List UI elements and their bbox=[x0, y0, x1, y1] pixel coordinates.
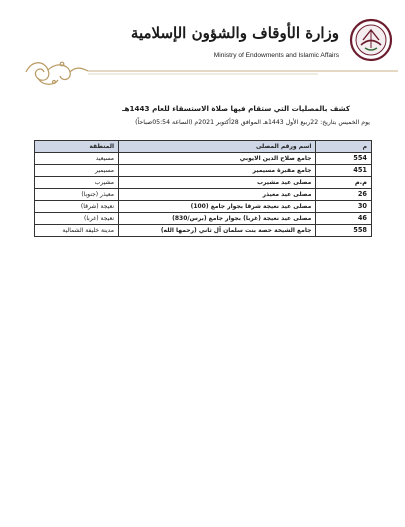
cell-name: مصلى عيد نعيجة (غربا) بجوار جامع (برس/830) bbox=[119, 213, 316, 225]
table-row bbox=[35, 165, 372, 177]
cell-name: مصلى عيد مشيرب bbox=[119, 177, 316, 189]
cell-name: مصلى عيد معيذر bbox=[119, 189, 316, 201]
cell-area: نعيجة (شرقا) bbox=[35, 201, 119, 213]
table-row bbox=[35, 213, 372, 225]
table-row bbox=[35, 189, 372, 201]
cell-area: مشيرب bbox=[35, 177, 119, 189]
document-subtitle: يوم الخميس بتاريخ: 22ربيع الأول 1443هـ الموافق 28أكتوبر 2021م (الساعة 05:54صباحاً) bbox=[135, 119, 370, 126]
column-header-name: اسم ورقم المصلى bbox=[119, 141, 316, 153]
table-header-row bbox=[35, 141, 372, 153]
ministry-name-arabic: وزارة الأوقاف والشؤون الإسلامية bbox=[130, 24, 339, 42]
arabesque-divider-icon bbox=[18, 58, 405, 88]
cell-number: 554 bbox=[316, 153, 372, 165]
qatar-emblem-icon bbox=[349, 18, 393, 62]
column-header-number: م bbox=[316, 141, 372, 153]
table-row bbox=[35, 201, 372, 213]
cell-area: مسيعيد bbox=[35, 153, 119, 165]
cell-number: 26 bbox=[316, 189, 372, 201]
cell-number: 46 bbox=[316, 213, 372, 225]
cell-number: 30 bbox=[316, 201, 372, 213]
column-header-area: المنطقة bbox=[35, 141, 119, 153]
cell-area: معيذر (جنوبا) bbox=[35, 189, 119, 201]
ministry-name-english: Ministry of Endowments and Islamic Affairs bbox=[213, 52, 339, 59]
document-title: كشف بالمصليات التي ستقام فيها صلاة الاستسقاء للعام 1443هـ bbox=[122, 104, 350, 113]
table-row bbox=[35, 177, 372, 189]
cell-number: 558 bbox=[316, 225, 372, 237]
cell-number: 451 bbox=[316, 165, 372, 177]
prayer-locations-table bbox=[34, 140, 372, 237]
cell-name: جامع الشيخة حصة بنت سلمان آل ثاني (رحمها الله) bbox=[119, 225, 316, 237]
table-row bbox=[35, 225, 372, 237]
table-row bbox=[35, 153, 372, 165]
cell-area: نعيجة (غربا) bbox=[35, 213, 119, 225]
cell-name: جامع مقبرة مسيمير bbox=[119, 165, 316, 177]
cell-area: مسيمير bbox=[35, 165, 119, 177]
cell-number: م.م bbox=[316, 177, 372, 189]
cell-name: مصلى عيد نعيجة شرقا بجوار جامع (100) bbox=[119, 201, 316, 213]
cell-area: مدينة خليفة الشمالية bbox=[35, 225, 119, 237]
cell-name: جامع صلاح الدين الايوبي bbox=[119, 153, 316, 165]
